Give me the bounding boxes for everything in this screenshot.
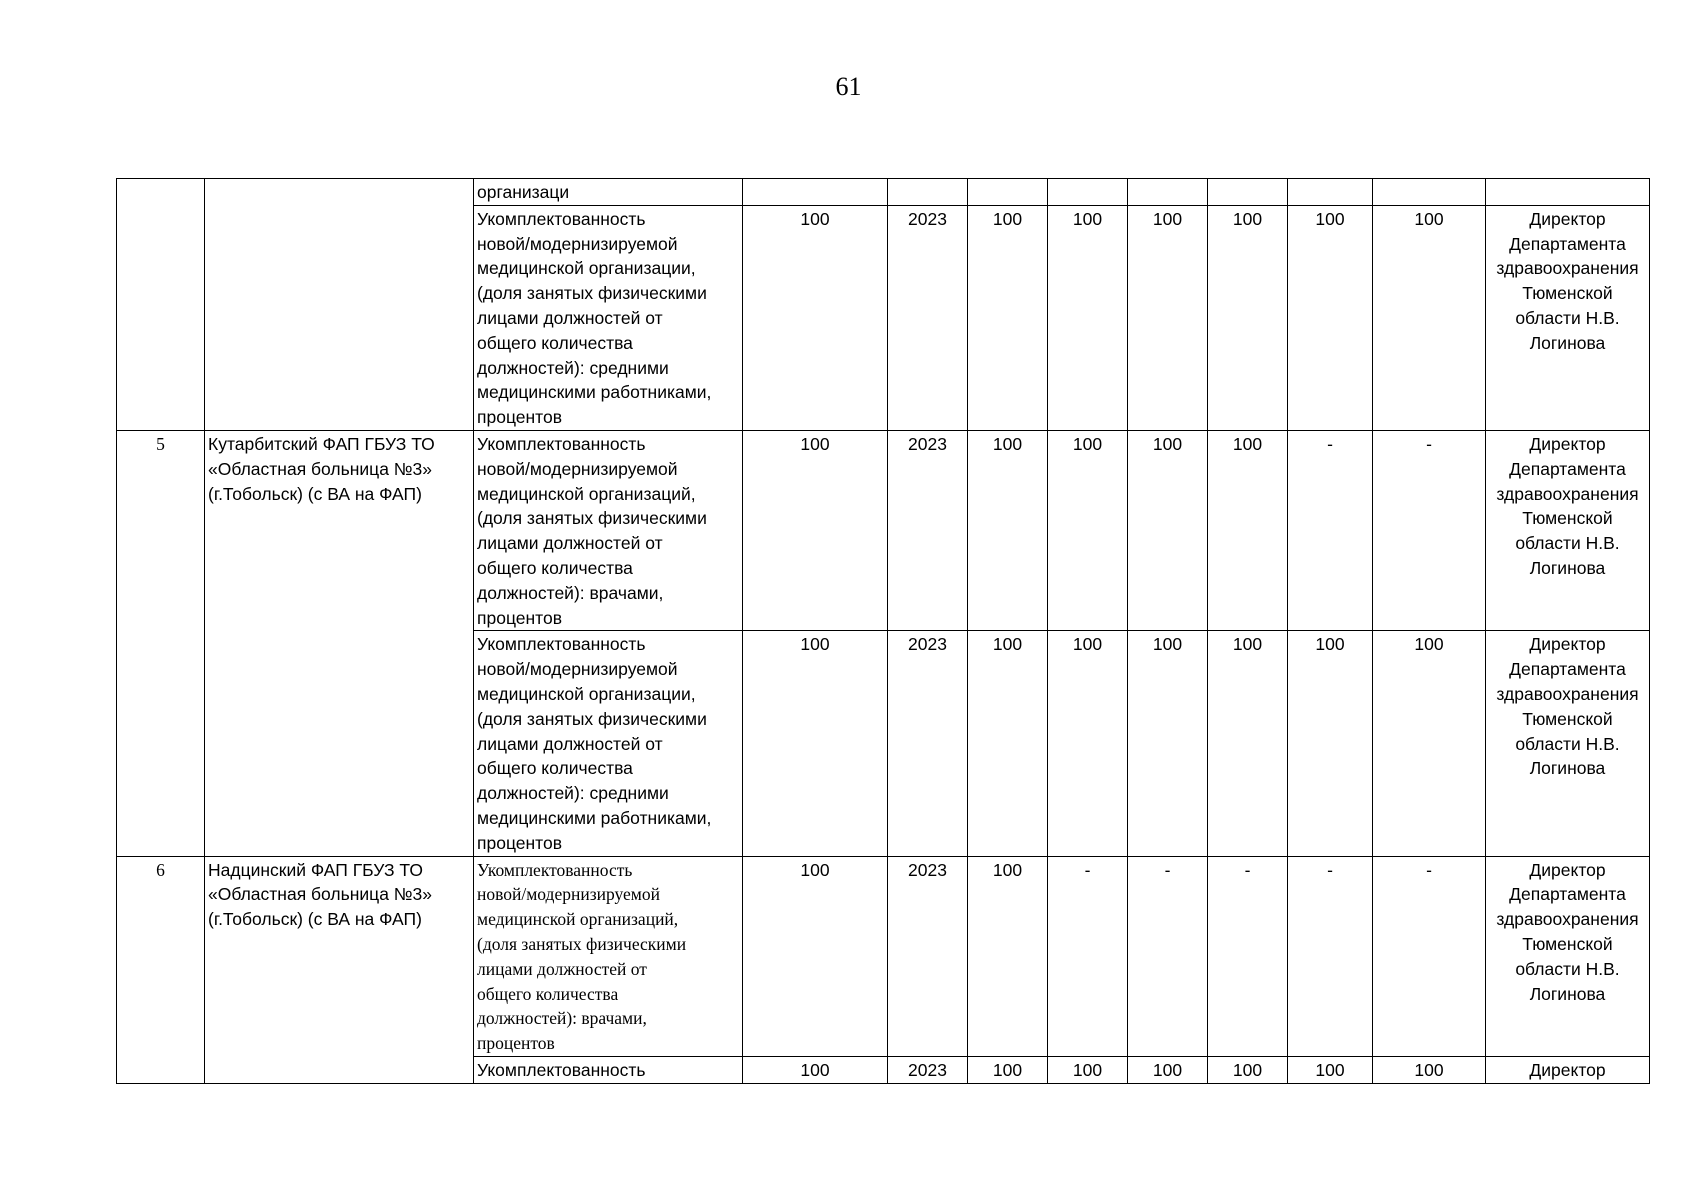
- indicator-line: процентов: [477, 832, 563, 853]
- responsible-line: Тюменской: [1522, 933, 1613, 954]
- responsible-line: здравоохранения: [1496, 483, 1639, 504]
- indicator-table: [116, 178, 1650, 1084]
- base-value-cell: [743, 179, 888, 206]
- indicator-line: медицинской организации,: [477, 683, 696, 704]
- value-cell: 100: [968, 430, 1048, 630]
- value-cell: 100: [1373, 205, 1486, 430]
- organization-cell: [205, 179, 474, 431]
- indicator-line: медицинской организаций,: [477, 483, 696, 504]
- responsible-line: Тюменской: [1522, 283, 1613, 304]
- value-cell: 100: [1128, 430, 1208, 630]
- indicator-line: должностей): врачами,: [477, 1008, 647, 1029]
- value-cell: 100: [1048, 631, 1128, 856]
- responsible-line: Директор: [1529, 859, 1606, 880]
- base-value-cell: 100: [743, 631, 888, 856]
- indicator-line: Укомплектованность: [477, 208, 646, 229]
- organization-cell: [205, 856, 474, 1083]
- indicator-cell: [474, 856, 743, 1056]
- responsible-line: Логинова: [1529, 557, 1606, 578]
- indicator-cell: [474, 205, 743, 430]
- value-cell: [1128, 179, 1208, 206]
- value-cell: 100: [1208, 205, 1288, 430]
- row-number-cell: [117, 179, 205, 431]
- base-year-cell: 2023: [888, 205, 968, 430]
- indicator-line: медицинскими работниками,: [477, 807, 712, 828]
- value-cell: 100: [968, 205, 1048, 430]
- value-cell: 100: [1288, 631, 1373, 856]
- value-cell: -: [1373, 430, 1486, 630]
- value-cell: 100: [1048, 430, 1128, 630]
- base-value-cell: 100: [743, 1056, 888, 1083]
- responsible-line: Тюменской: [1522, 508, 1613, 529]
- responsible-line: Директор: [1529, 634, 1606, 655]
- value-cell: -: [1128, 856, 1208, 1056]
- value-cell: -: [1288, 430, 1373, 630]
- base-value-cell: 100: [743, 205, 888, 430]
- value-cell: [1288, 179, 1373, 206]
- value-cell: 100: [1128, 205, 1208, 430]
- indicator-line: лицами должностей от: [477, 958, 647, 979]
- responsible-line: области Н.В.: [1515, 733, 1620, 754]
- indicator-line: процентов: [477, 1033, 555, 1054]
- responsible-line: Логинова: [1529, 758, 1606, 779]
- indicator-line: должностей): средними: [477, 783, 669, 804]
- value-cell: 100: [1288, 1056, 1373, 1083]
- indicator-line: новой/модернизируемой: [477, 659, 678, 680]
- indicator-line: лицами должностей от: [477, 733, 663, 754]
- indicator-cell: [474, 631, 743, 856]
- indicator-line: процентов: [477, 407, 563, 428]
- table-row: [117, 856, 1650, 1056]
- value-cell: 100: [1048, 205, 1128, 430]
- responsible-cell: [1486, 631, 1650, 856]
- value-cell: 100: [1208, 631, 1288, 856]
- indicator-line: общего количества: [477, 758, 633, 779]
- indicator-line: новой/модернизируемой: [477, 884, 660, 905]
- base-year-cell: 2023: [888, 430, 968, 630]
- responsible-line: области Н.В.: [1515, 533, 1620, 554]
- responsible-line: Логинова: [1529, 332, 1606, 353]
- responsible-cell: [1486, 430, 1650, 630]
- indicator-line: Укомплектованность: [477, 433, 646, 454]
- indicator-line: общего количества: [477, 983, 619, 1004]
- indicator-line: процентов: [477, 607, 563, 628]
- organization-line: Надцинский ФАП ГБУЗ ТО: [208, 859, 423, 880]
- indicator-line: (доля занятых физическими: [477, 933, 687, 954]
- responsible-cell: [1486, 205, 1650, 430]
- value-cell: 100: [1128, 1056, 1208, 1083]
- page-number: 61: [835, 72, 862, 101]
- value-cell: -: [1373, 856, 1486, 1056]
- organization-line: (г.Тобольск) (с ВА на ФАП): [208, 483, 422, 504]
- indicator-line: должностей): средними: [477, 357, 669, 378]
- value-cell: 100: [1048, 1056, 1128, 1083]
- indicator-line: (доля занятых физическими: [477, 508, 707, 529]
- organization-line: «Областная больница №3»: [208, 458, 433, 479]
- value-cell: [1208, 179, 1288, 206]
- indicator-line: организаци: [477, 182, 570, 202]
- value-cell: -: [1048, 856, 1128, 1056]
- indicator-line: новой/модернизируемой: [477, 233, 678, 254]
- organization-line: Кутарбитский ФАП ГБУЗ ТО: [208, 433, 435, 454]
- value-cell: 100: [1373, 1056, 1486, 1083]
- value-cell: [968, 179, 1048, 206]
- value-cell: [1048, 179, 1128, 206]
- responsible-line: здравоохранения: [1496, 258, 1639, 279]
- value-cell: [1373, 179, 1486, 206]
- row-number-cell: 6: [117, 856, 205, 1083]
- table-row: [117, 179, 1650, 206]
- responsible-line: Директор: [1529, 208, 1606, 229]
- responsible-line: области Н.В.: [1515, 958, 1620, 979]
- responsible-line: Логинова: [1529, 983, 1606, 1004]
- base-value-cell: 100: [743, 430, 888, 630]
- responsible-cell: [1486, 179, 1650, 206]
- indicator-line: новой/модернизируемой: [477, 458, 678, 479]
- indicator-line: медицинскими работниками,: [477, 382, 712, 403]
- value-cell: 100: [1208, 1056, 1288, 1083]
- indicator-line: (доля занятых физическими: [477, 283, 707, 304]
- indicator-line: общего количества: [477, 332, 633, 353]
- responsible-cell: [1486, 856, 1650, 1056]
- value-cell: 100: [968, 631, 1048, 856]
- value-cell: 100: [1208, 430, 1288, 630]
- indicator-line: медицинской организации,: [477, 258, 696, 279]
- responsible-line: здравоохранения: [1496, 909, 1639, 930]
- base-value-cell: 100: [743, 856, 888, 1056]
- value-cell: 100: [968, 1056, 1048, 1083]
- responsible-line: Тюменской: [1522, 708, 1613, 729]
- responsible-line: здравоохранения: [1496, 683, 1639, 704]
- indicator-line: лицами должностей от: [477, 533, 663, 554]
- value-cell: 100: [1288, 205, 1373, 430]
- base-year-cell: 2023: [888, 856, 968, 1056]
- organization-line: «Областная больница №3»: [208, 884, 433, 905]
- indicator-cell: [474, 1056, 743, 1083]
- responsible-line: Директор: [1529, 1059, 1606, 1080]
- base-year-cell: [888, 179, 968, 206]
- base-year-cell: 2023: [888, 1056, 968, 1083]
- indicator-line: медицинской организаций,: [477, 909, 679, 930]
- value-cell: 100: [1373, 631, 1486, 856]
- indicator-line: должностей): врачами,: [477, 582, 664, 603]
- value-cell: 100: [968, 856, 1048, 1056]
- responsible-line: Департамента: [1509, 659, 1626, 680]
- row-number-cell: 5: [117, 430, 205, 856]
- table-row: [117, 430, 1650, 630]
- organization-cell: [205, 430, 474, 856]
- indicator-cell: [474, 430, 743, 630]
- value-cell: 100: [1128, 631, 1208, 856]
- indicator-line: Укомплектованность: [477, 1059, 646, 1080]
- responsible-line: Департамента: [1509, 884, 1626, 905]
- value-cell: -: [1288, 856, 1373, 1056]
- indicator-line: общего количества: [477, 557, 633, 578]
- responsible-cell: [1486, 1056, 1650, 1083]
- value-cell: -: [1208, 856, 1288, 1056]
- indicator-line: Укомплектованность: [477, 634, 646, 655]
- organization-line: (г.Тобольск) (с ВА на ФАП): [208, 909, 422, 930]
- indicator-cell: [474, 179, 743, 206]
- responsible-line: Департамента: [1509, 233, 1626, 254]
- responsible-line: области Н.В.: [1515, 307, 1620, 328]
- indicator-line: Укомплектованность: [477, 859, 633, 880]
- indicator-line: лицами должностей от: [477, 307, 663, 328]
- indicator-line: (доля занятых физическими: [477, 708, 707, 729]
- responsible-line: Директор: [1529, 433, 1606, 454]
- responsible-line: Департамента: [1509, 458, 1626, 479]
- base-year-cell: 2023: [888, 631, 968, 856]
